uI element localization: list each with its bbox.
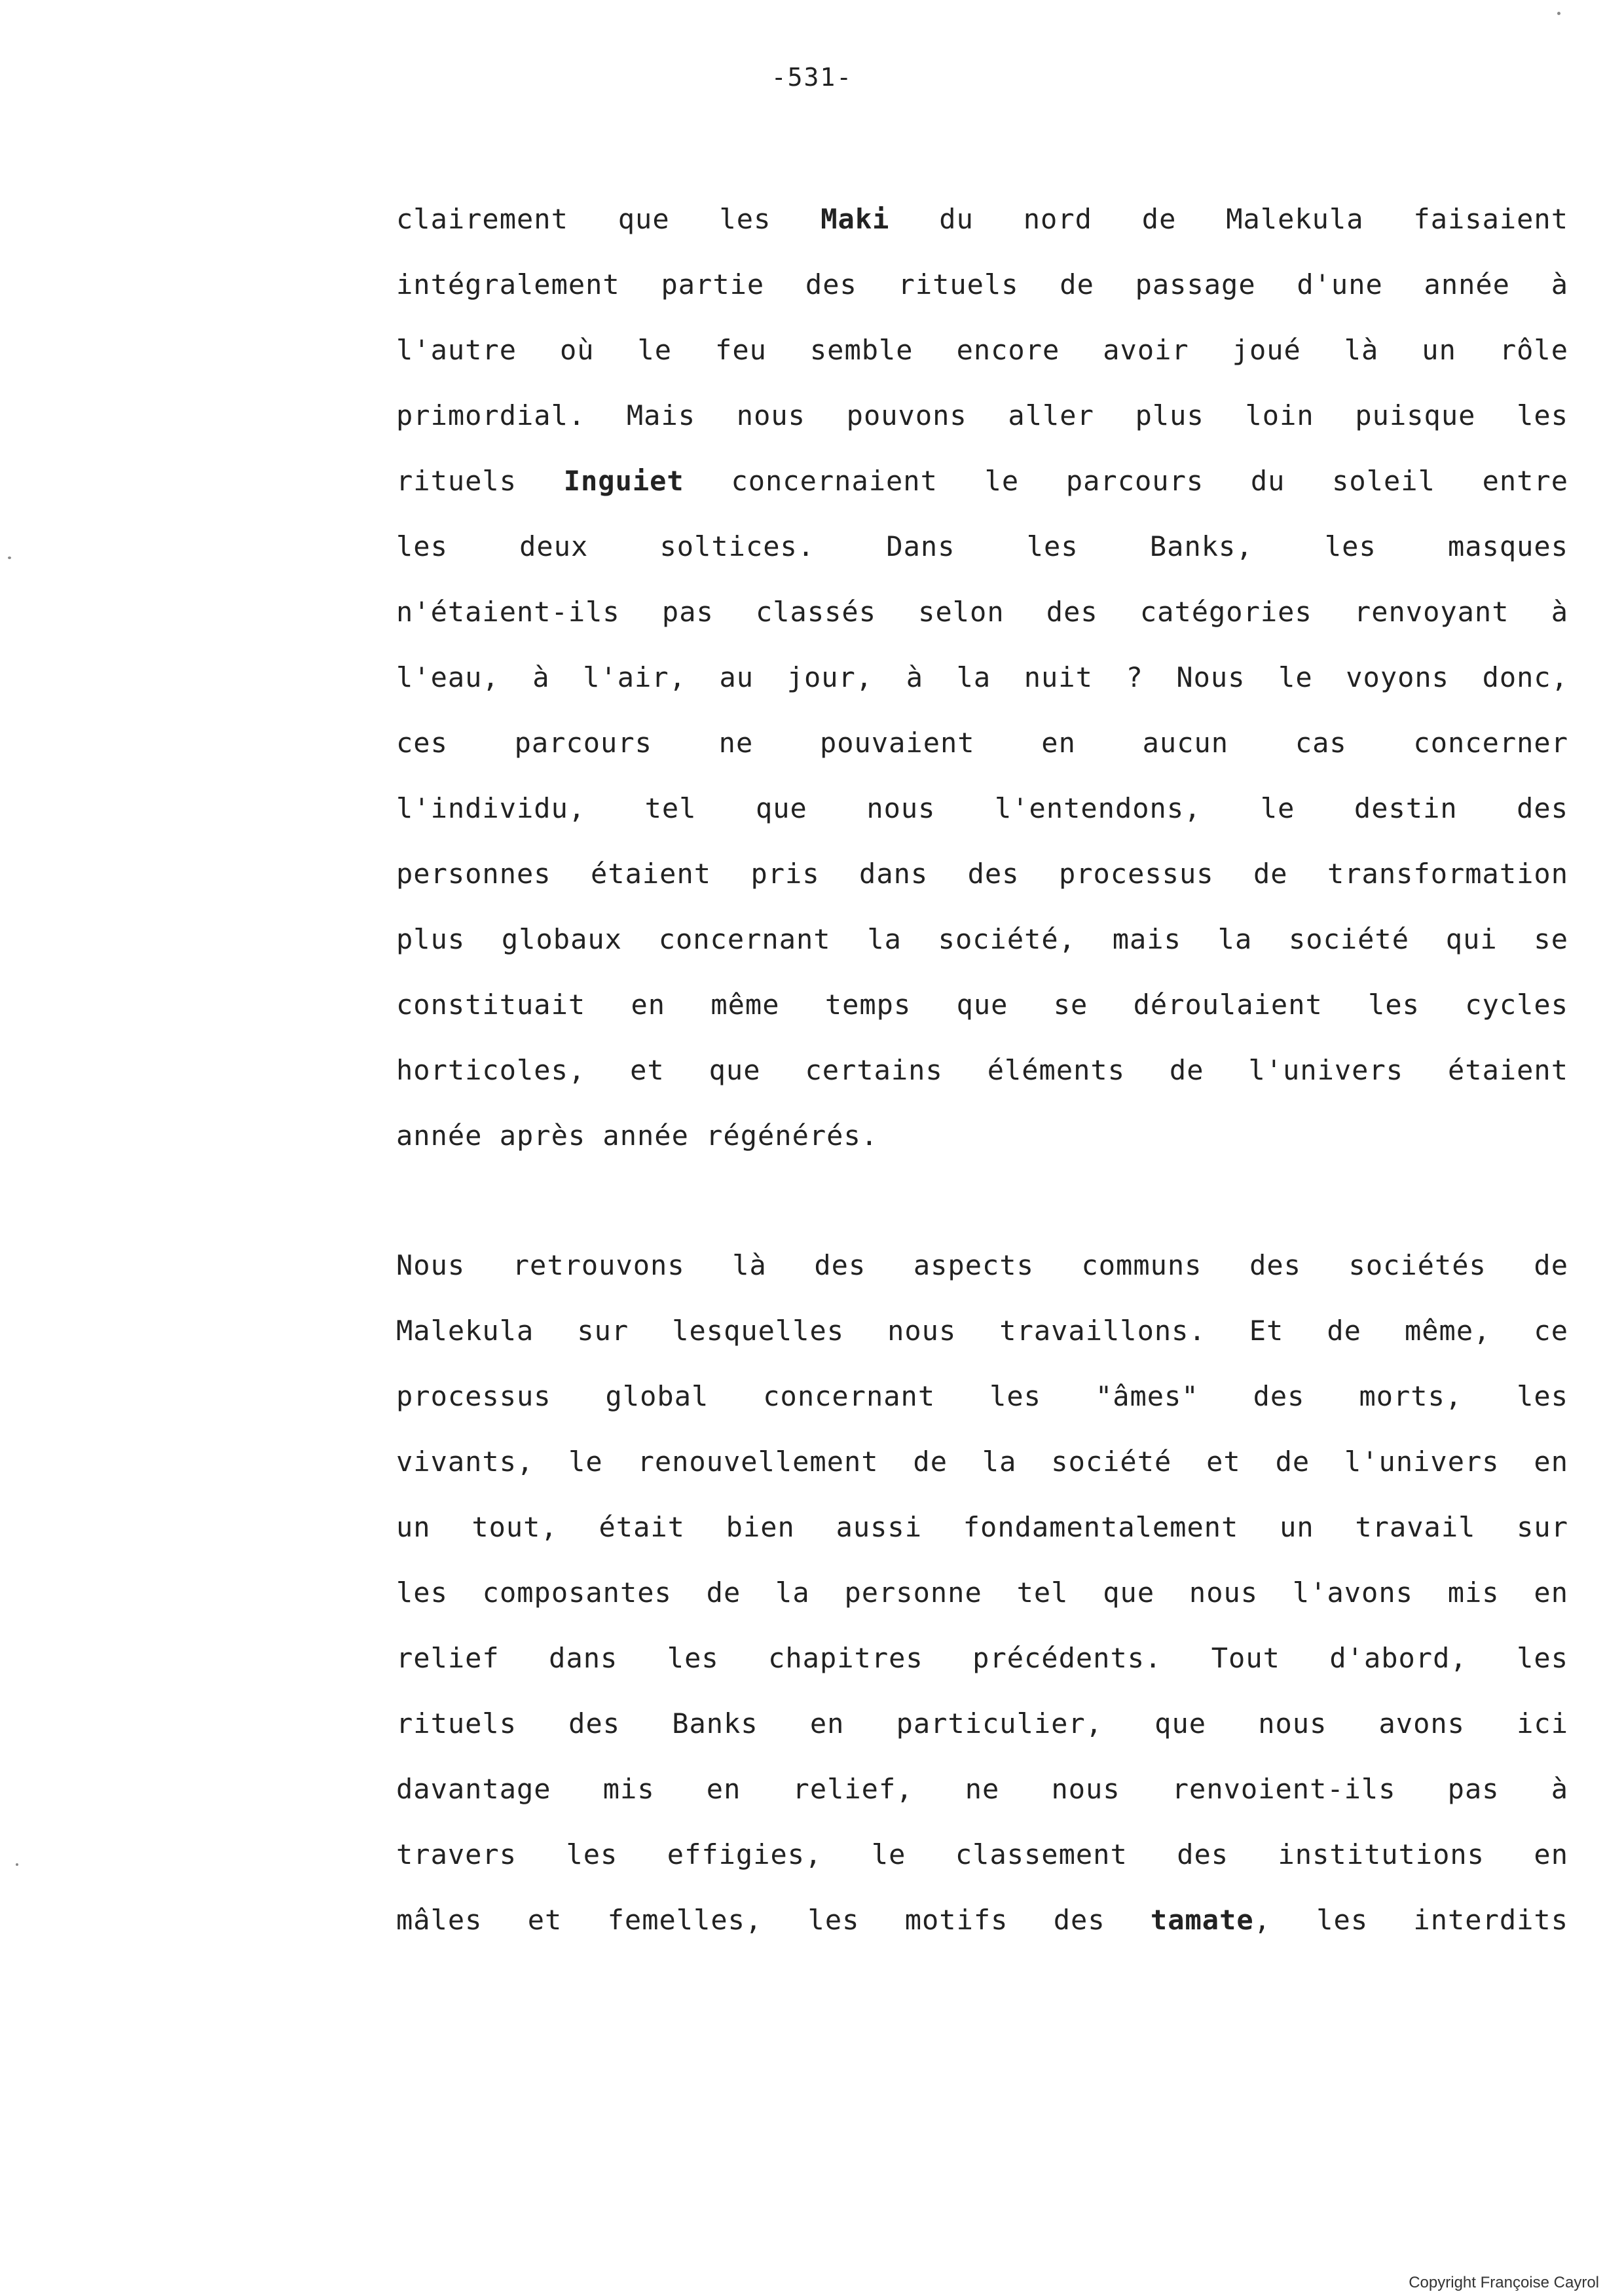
text-segment: plus globaux concernant la société, mais la société qui se — [396, 923, 1568, 955]
text-segment: processus global concernant les "âmes" des morts, les — [396, 1380, 1568, 1412]
text-line — [396, 1691, 1568, 1757]
text-line — [396, 1298, 1568, 1364]
text-segment: Malekula sur lesquelles nous travaillons. Et de même, ce — [396, 1315, 1568, 1347]
text-segment: Nous retrouvons là des aspects communs des sociétés de — [396, 1249, 1568, 1281]
text-segment: n'étaient-ils pas classés selon des catégories renvoyant à — [396, 596, 1568, 628]
text-segment: personnes étaient pris dans des processus de transformation — [396, 858, 1568, 890]
text-segment: l'individu, tel que nous l'entendons, le destin des — [396, 792, 1568, 824]
text-segment: rituels — [396, 465, 564, 497]
text-line — [396, 187, 1568, 252]
text-segment: année après année régénérés. — [396, 1120, 879, 1152]
text-segment: l'autre où le feu semble encore avoir joué là un rôle — [396, 334, 1568, 366]
page-number: -531- — [771, 63, 853, 92]
copyright-notice: Copyright Françoise Cayrol — [1409, 2274, 1599, 2291]
text-line — [396, 907, 1568, 972]
text-line — [396, 318, 1568, 383]
text-line — [396, 1626, 1568, 1691]
text-segment: mâles et femelles, les motifs des — [396, 1904, 1151, 1936]
scan-speck — [8, 556, 11, 559]
paragraph-2 — [396, 1233, 1568, 1953]
text-line — [396, 579, 1568, 645]
text-line — [396, 1822, 1568, 1887]
text-segment: intégralement partie des rituels de passage d'une année à — [396, 268, 1568, 301]
text-segment: travers les effigies, le classement des institutions en — [396, 1838, 1568, 1870]
text-segment: , les interdits — [1253, 1904, 1568, 1936]
text-segment: les composantes de la personne tel que nous l'avons mis en — [396, 1576, 1568, 1609]
text-line — [396, 1103, 1568, 1169]
text-segment: primordial. Mais nous pouvons aller plus loin puisque les — [396, 399, 1568, 431]
scan-speck — [16, 1863, 18, 1866]
text-line — [396, 448, 1568, 514]
text-line — [396, 972, 1568, 1038]
text-line — [396, 1364, 1568, 1429]
text-line — [396, 1038, 1568, 1103]
text-segment: l'eau, à l'air, au jour, à la nuit ? Nous le voyons donc, — [396, 661, 1568, 693]
text-segment: rituels des Banks en particulier, que nous avons ici — [396, 1707, 1568, 1740]
text-line — [396, 645, 1568, 710]
text-segment: clairement que les — [396, 203, 821, 235]
scan-speck — [1557, 12, 1560, 15]
text-line — [396, 1495, 1568, 1560]
text-line — [396, 1887, 1568, 1953]
bold-term: Maki — [821, 203, 890, 235]
text-line — [396, 841, 1568, 907]
bold-term: Inguiet — [563, 465, 684, 497]
text-line — [396, 1233, 1568, 1298]
text-segment: du nord de Malekula faisaient — [889, 203, 1568, 235]
text-segment: davantage mis en relief, ne nous renvoient-ils pas à — [396, 1773, 1568, 1805]
text-line — [396, 383, 1568, 448]
text-segment: un tout, était bien aussi fondamentalement un travail sur — [396, 1511, 1568, 1543]
text-line — [396, 252, 1568, 318]
text-segment: les deux soltices. Dans les Banks, les masques — [396, 530, 1568, 562]
text-segment: constituait en même temps que se déroulaient les cycles — [396, 989, 1568, 1021]
text-line — [396, 710, 1568, 776]
text-segment: relief dans les chapitres précédents. Tout d'abord, les — [396, 1642, 1568, 1674]
text-line — [396, 1757, 1568, 1822]
text-line — [396, 514, 1568, 579]
text-segment: horticoles, et que certains éléments de l'univers étaient — [396, 1054, 1568, 1086]
bold-term: tamate — [1150, 1904, 1254, 1936]
text-line — [396, 1560, 1568, 1626]
text-segment: ces parcours ne pouvaient en aucun cas concerner — [396, 727, 1568, 759]
text-segment: vivants, le renouvellement de la société et de l'univers en — [396, 1446, 1568, 1478]
text-line — [396, 1429, 1568, 1495]
text-line — [396, 776, 1568, 841]
paragraph-1 — [396, 187, 1568, 1169]
text-segment: concernaient le parcours du soleil entre — [684, 465, 1568, 497]
